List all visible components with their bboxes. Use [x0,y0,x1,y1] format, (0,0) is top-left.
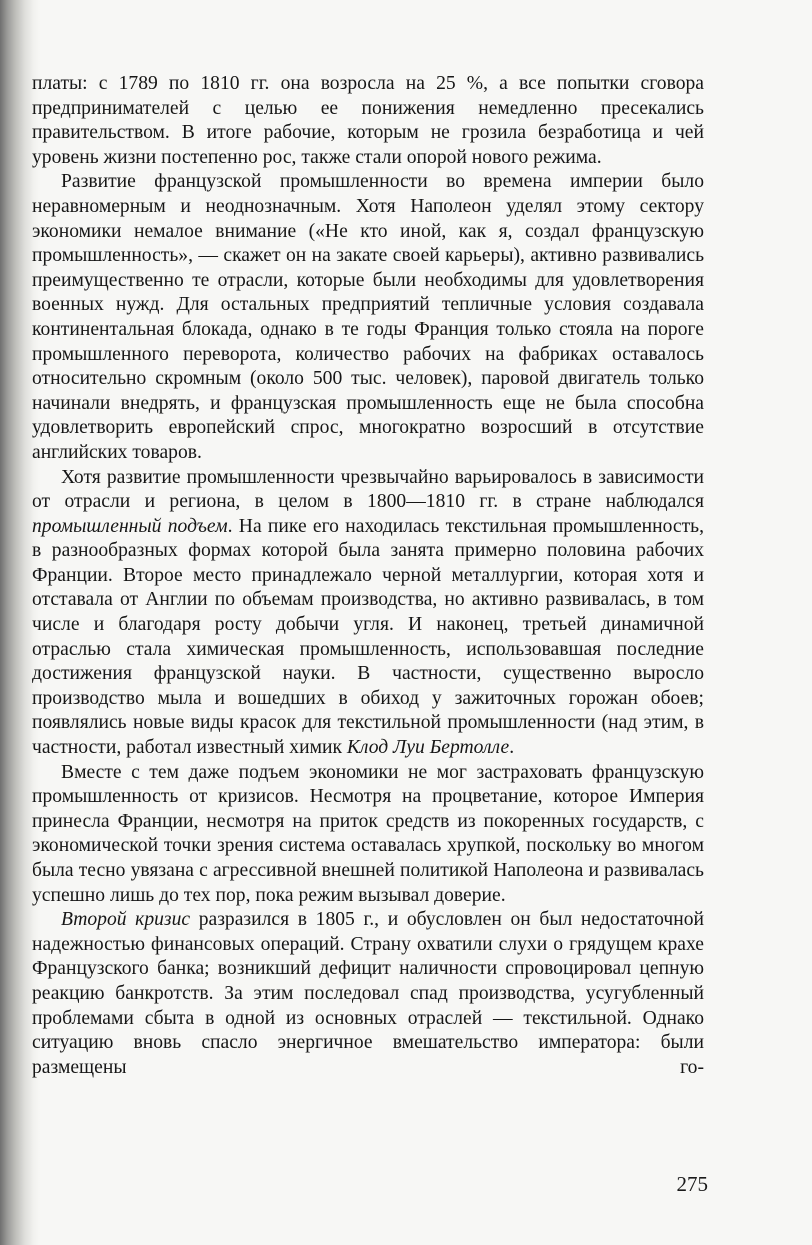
paragraph-4 [32,761,704,909]
italic-term: Второй кризис [61,909,191,931]
text-run: . [509,737,515,759]
text-run: Вместе с тем даже подъем экономики не мог застраховать французскую промышленность от кризисов. Несмотря на процветание, которое Империя принесла Франции, несмотря на приток средств из покоренных государств, с экономической точки зрения система оставалась хрупкой, поскольку во многом была тесно увязана с агрессивной внешней политикой Наполеона и развивалась успешно лишь до тех пор, пока режим вызывал доверие. [32,761,704,906]
page-number: 275 [676,1172,708,1196]
paragraph-3 [32,466,704,761]
text-run: разразился в 1805 г., и обусловлен он был недостаточной надежностью финансовых операций. Страну охватили слухи о грядущем крахе Французского банка; возникший дефицит наличности спровоцировал цепную реакцию банкротств. За этим последовал спад производства, усугубленный проблемами сбыта в одной из основных отраслей — текстильной. Однако ситуацию вновь спасло энергичное вмешательство императора: были размещены го- [32,909,705,1078]
text-run: Хотя развитие промышленности чрезвычайно варьировалось в зависимости от отрасли и региона, в целом в 1800—1810 гг. в стране наблюдался [32,466,704,513]
paragraph-5 [32,908,704,1080]
text-run: Развитие французской промышленности во времена империи было неравномерным и неоднозначным. Хотя Наполеон уделял этому сектору экономики немалое внимание («Не кто иной, как я, создал французскую промышленность», — скажет он на закате своей карьеры), активно развивались преимущественно те отрасли, которые были необходимы для удовлетворения военных нужд. Для остальных предприятий тепличные условия создавала континентальная блокада, однако в те годы Франция только стояла на пороге промышленного переворота, количество рабочих на фабриках оставалось относительно скромным (около 500 тыс. человек), паровой двигатель только начинали внедрять, и французская промышленность еще не была способна удовлетворить европейский спрос, многократно возросший в отсутствие английских товаров. [32,171,704,463]
italic-term: Клод Луи Бертолле [346,737,510,759]
body-text [32,72,704,1080]
text-run: . На пике его находилась текстильная промышленность, в разнообразных формах которой была занята примерно половина рабочих Франции. Второе место принадлежало черной металлургии, которая хотя и отставала от Англии по объемам производства, но активно развивалась, в том числе и благодаря росту добычи угля. И наконец, третьей динамичной отраслью стала химическая промышленность, использовавшая последние достижения французской науки. В частности, существенно выросло производство мыла и вошедших в обиход у зажиточных горожан обоев; появлялись новые виды красок для текстильной промышленности (над этим, в частности, работал известный химик [32,515,704,759]
italic-term: промышленный подъем [32,515,228,537]
text-run: платы: с 1789 по 1810 гг. она возросла на 25 %, а все попытки сговора предпринимателей с целью ее понижения немедленно пресекались правительством. В итоге рабочие, которым не грозила безработица и чей уровень жизни постепенно рос, также стали опорой нового режима. [32,73,704,168]
paragraph-2 [32,170,704,465]
paragraph-1 [32,72,704,170]
